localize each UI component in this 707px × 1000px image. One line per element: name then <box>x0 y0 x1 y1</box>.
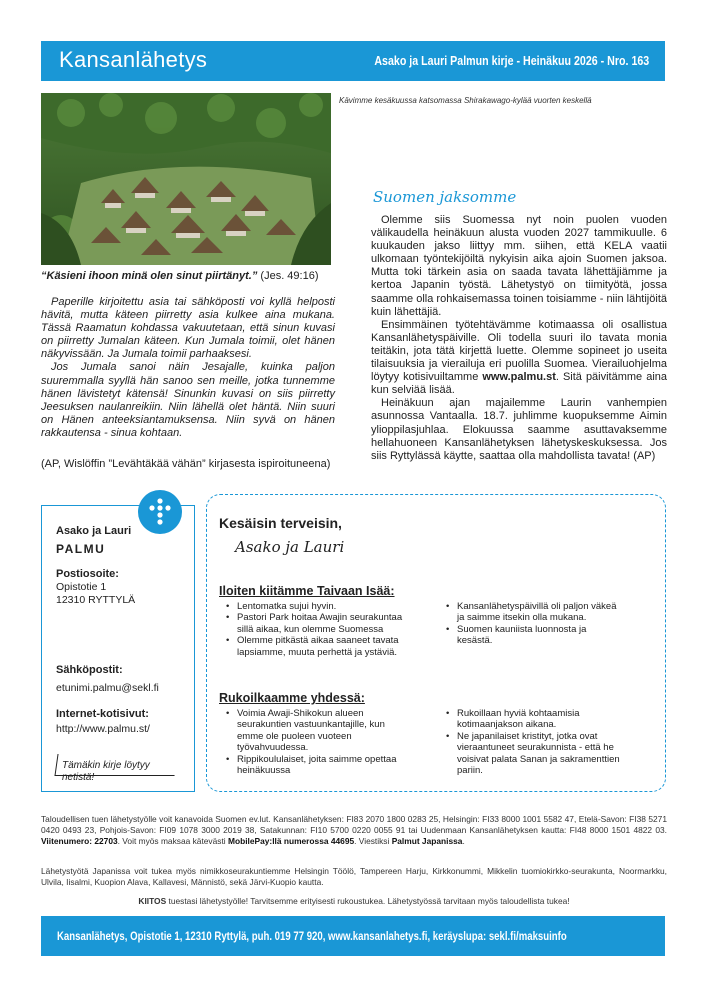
contact-surname: PALMU <box>56 542 106 556</box>
thanks-text: tuestasi lähetystyölle! Tarvitsemme erityisesti rukoustukea. Lähetystyössä tarvitaan myös taloudellista tukea! <box>166 896 570 906</box>
news-paragraph-1: Olemme siis Suomessa nyt noin puolen vuoden välikaudella heinäkuun alusta vuoden 2027 tammikuulle. 6 kuukauden jakso liittyy mm. siihen, että KELA vaatii ulkomaan työntekijöiltä nykyisin aika ajoin Suomen jaksoa. Mutta toki tärkein asia on saada tavata lähettäjiämme ja kertoa Japanin työstä. Lähetystyö on tiimityötä, jossa saamme olla rohkaisemassa toinen toisiamme - niin lähtijöitä kuin lähettäjiä. <box>371 214 667 318</box>
brand-title: Kansanlähetys <box>59 47 208 72</box>
contact-names: Asako ja Lauri <box>56 525 132 537</box>
funding-text-c: . Viestiksi <box>354 836 392 847</box>
thanks-heading: Iloiten kiitämme Taivaan Isää: <box>219 584 395 598</box>
list-item: • Ne japanilaiset kristityt, jotka ovat vieraantuneet seurakunnista - että he voisivat palata Sanan ja sakramenttien pariin. <box>444 731 624 777</box>
signature: Asako ja Lauri <box>235 538 345 556</box>
funding-text-b: . Voit myös maksaa kätevästi <box>117 836 228 847</box>
list-item: • Rippikoululaiset, joita saimme opettaa heinäkuussa <box>224 754 412 777</box>
postal-label: Postiosoite: <box>56 568 119 580</box>
mobilepay-number: MobilePay:llä numerossa 44695 <box>227 836 355 847</box>
header-bar <box>41 41 665 81</box>
web-note: Tämäkin kirje löytyy netistä! <box>62 760 150 783</box>
section-title: Suomen jaksomme <box>373 188 517 206</box>
web-label: Internet-kotisivut: <box>56 708 149 720</box>
photo-caption: Kävimme kesäkuussa katsomassa Shirakawago-kylää vuorten keskellä <box>339 96 592 105</box>
news-paragraph-2-start: Ensimmäinen työtehtävämme kotimaassa oli osallistua Kansanlähetyspäiville. Oli todella suuri ilo tavata monia teitäkin, jota tätä kirjettä luette. Olemme sopineet jo useita tilaisuuksia ja vierailuja eri puolilla Suomea. Vierailuohjelma löytyy kotisivuiltamme <box>371 318 667 384</box>
thanks-line <box>41 896 667 906</box>
village-photo <box>41 93 331 265</box>
devotional-paragraph-2: Jos Jumala sanoi näin Jesajalle, kuinka paljon suuremmalla syyllä hän sanoo sen meille, jotka tunnemme hänen lävistetyt kätensä! Sinunkin kuvasi on siis piirretty Jeesuksen naulanreikiin. Niin lähellä olet häntä. Niin suuri on Hänen anteeksiantamuksensa. Niin syvä on hänen rakkautensa - sinua kohtaan. <box>41 361 335 439</box>
thanks-word: KIITOS <box>138 896 167 906</box>
reference-number: Viitenumero: 22703 <box>41 836 118 847</box>
postal-street: Opistotie 1 <box>56 581 107 593</box>
quote-text: “Käsieni ihoon minä olen sinut piirtänyt.” <box>41 270 258 282</box>
news-text <box>371 214 667 463</box>
funding-info <box>41 814 667 848</box>
dots-cross-icon <box>138 490 182 534</box>
list-item: • Pastori Park hoitaa Awajin seurakuntaa sillä aikaa, kun olemme Suomessa <box>224 612 412 635</box>
funding-text-a: Taloudellisen tuen lähetystyölle voit kanavoida Suomen ev.lut. Kansanlähetyksen: FI83 2070 1800 0283 25, Helsingin: FI33 8000 1001 5582 47, Etelä-Savon: FI38 5271 0420 0493 23, Pohjois-Savon: FI09 1078 3000 2019 38, Satakunnan: FI10 5700 0220 0055 91 tai Uudenmaan Kansanlähetyksen kautta: FI48 8000 1501 4822 03. <box>41 814 667 836</box>
quote-reference: (Jes. 49:16) <box>257 270 319 282</box>
devotional-source: (AP, Wislöffin ”Levähtäkää vähän” kirjasesta ispiroituneena) <box>41 458 331 470</box>
news-paragraph-2-end: . Sitä päivitämme aina kun selviää lisää. <box>371 371 667 397</box>
list-item: • Voimia Awaji-Shikokun alueen seurakuntien vastuunkantajille, kun emme ole puoleen vuoteen työvahvuudessa. <box>224 708 412 754</box>
thanks-list-left <box>224 601 412 658</box>
homepage-link[interactable]: www.palmu.st <box>482 371 556 384</box>
postal-city: 12310 RYTTYLÄ <box>56 594 136 606</box>
list-item: • Suomen kauniista luonnosta ja kesästä. <box>444 624 624 647</box>
news-paragraph-2 <box>371 319 667 398</box>
news-paragraph-3: Heinäkuun ajan majailemme Laurin vanhempien asunnossa Vantaalla. 18.7. juhlimme kuopuksemme Aimin ylioppilasjuhlaa. Elokuussa saamme asuttavaksemme hellahuoneen Kansanlähetyksen lähetyskeskuksessa. Jos siis Ryttylässä käytte, saattaa olla mahdollista tavata! (AP) <box>371 397 667 462</box>
funding-text-d: . <box>462 836 465 847</box>
email-address[interactable]: etunimi.palmu@sekl.fi <box>56 682 159 694</box>
list-item: • Lentomatka sujui hyvin. <box>224 601 412 612</box>
prayer-heading: Rukoilkaamme yhdessä: <box>219 691 365 705</box>
list-item: • Rukoillaan hyviä kohtaamisia kotimaanjakson aikana. <box>444 708 624 731</box>
payment-message: Palmut Japanissa <box>391 836 463 847</box>
web-address[interactable]: http://www.palmu.st/ <box>56 723 150 735</box>
list-item: • Kansanlähetyspäivillä oli paljon väkeä ja saimme itsekin olla mukana. <box>444 601 624 624</box>
email-label: Sähköpostit: <box>56 664 123 676</box>
devotional-text <box>41 296 335 440</box>
greetings-title: Kesäisin terveisin, <box>219 515 342 531</box>
footer-bar <box>41 916 665 956</box>
footer-address: Kansanlähetys, Opistotie 1, 12310 Ryttylä, puh. 019 77 920, www.kansanlahetys.fi, keräyslupa: sekl.fi/maksuinfo <box>57 929 567 943</box>
support-info: Lähetystyötä Japanissa voit tukea myös nimikkoseurakuntiemme Helsingin Töölö, Tampereen Harju, Kirkkonummi, Mikkelin tuomiokirkko-seurakunta, Noormarkku, Ulvila, Iisalmi, Kuopion Alava, Kallavesi, Männistö, sekä Järvi-Kuopio kautta. <box>41 866 667 888</box>
thanks-list-right <box>444 601 624 647</box>
prayer-list-right <box>444 708 624 776</box>
bible-quote <box>41 270 341 282</box>
prayer-list-left <box>224 708 412 776</box>
devotional-paragraph-1: Paperille kirjoitettu asia tai sähköposti voi kyllä helposti hävitä, mutta käteen piirretty asia kulkee aina mukana. Tässä Raamatun kohdassa vakuutetaan, että sinun kuvasi on piirretty Jumalan käteen. Kun Jumala toimii, olet hänen näkyvissään. Ja Jumala toimii parhaaksesi. <box>41 296 335 361</box>
issue-title: Asako ja Lauri Palmun kirje - Heinäkuu 2026 - Nro. 163 <box>374 53 649 68</box>
village-photo-illustration <box>41 93 331 265</box>
list-item: • Olemme pitkästä aikaa saaneet tavata lapsiamme, muuta perhettä ja ystäviä. <box>224 635 412 658</box>
